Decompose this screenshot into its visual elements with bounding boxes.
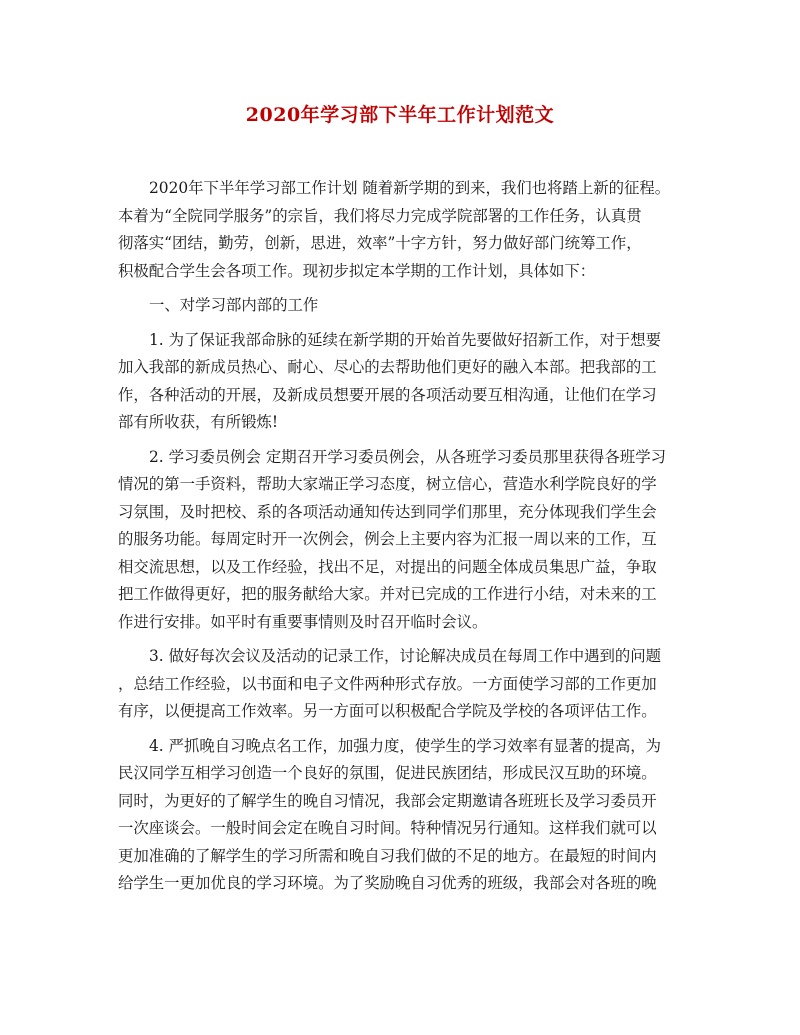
text-line: 同时，为更好的了解学生的晚自习情况，我部会定期邀请各班班长及学习委员开	[118, 791, 657, 810]
document-title: 2020年学习部下半年工作计划范文	[245, 104, 555, 126]
text-line: 1. 为了保证我部命脉的延续在新学期的开始首先要做好招新工作，对于想要	[149, 330, 662, 349]
text-line: 加入我部的新成员热心、耐心、尽心的去帮助他们更好的融入本部。把我部的工	[118, 358, 657, 376]
text-line: 3. 做好每次会议及活动的记录工作，讨论解决成员在每周工作中遇到的问题	[149, 647, 662, 665]
text-line: 2. 学习委员例会 定期召开学习委员例会，从各班学习委员那里获得各班学习	[149, 447, 666, 466]
document-body	[118, 175, 686, 905]
text-line: 更加准确的了解学生的学习所需和晚自习我们做的不足的地方。在最短的时间内	[118, 846, 657, 865]
text-line: 作进行安排。如平时有重要事情则及时召开临时会议。	[118, 612, 488, 631]
paragraph	[118, 733, 686, 898]
paragraph	[118, 175, 686, 285]
text-line: 民汉同学互相学习创造一个良好的氛围，促进民族团结，形成民汉互助的环境。	[118, 764, 657, 782]
text-line: ，总结工作经验，以书面和电子文件两种形式存放。一方面使学习部的工作更加	[118, 674, 657, 693]
paragraph	[118, 643, 686, 726]
text-line: 部有所收获，有所锻炼!	[118, 413, 279, 431]
text-line: 2020年下半年学习部工作计划 随着新学期的到来，我们也将踏上新的征程。	[149, 179, 671, 197]
text-line: 4. 严抓晚自习晚点名工作，加强力度，使学生的学习效率有显著的提高，为	[149, 736, 662, 755]
paragraph	[118, 292, 686, 320]
paragraph	[118, 327, 686, 437]
text-line: 本着为“全院同学服务”的宗旨，我们将尽力完成学院部署的工作任务，认真贯	[118, 206, 642, 225]
text-line: 的服务功能。每周定时开一次例会，例会上主要内容为汇报一周以来的工作，互	[118, 530, 657, 548]
text-line: 彻落实“团结，勤劳，创新，思进，效率”十字方针，努力做好部门统筹工作，	[118, 234, 642, 252]
text-line: 积极配合学生会各项工作。现初步拟定本学期的工作计划，具体如下：	[118, 261, 596, 280]
text-line: 相交流思想，以及工作经验，找出不足，对提出的问题全体成员集思广益，争取	[118, 557, 657, 576]
text-line: 一、对学习部内部的工作	[149, 296, 319, 314]
text-line: 习氛围，及时把校、系的各项活动通知传达到同学们那里，充分体现我们学生会	[118, 502, 657, 521]
text-line: 有序，以便提高工作效率。另一方面可以积极配合学院及学校的各项评估工作。	[118, 702, 657, 720]
paragraph	[118, 444, 686, 637]
text-line: 给学生一更加优良的学习环境。为了奖励晚自习优秀的班级，我部会对各班的晚	[118, 874, 657, 892]
text-line: 作，各种活动的开展，及新成员想要开展的各项活动要互相沟通，让他们在学习	[118, 385, 657, 404]
text-line: 情况的第一手资料，帮助大家端正学习态度，树立信心，营造水利学院良好的学	[118, 475, 657, 493]
text-line: 把工作做得更好，把的服务献给大家。并对已完成的工作进行小结，对未来的工	[118, 585, 657, 603]
text-line: 一次座谈会。一般时间会定在晚自习时间。特种情况另行通知。这样我们就可以	[118, 819, 657, 837]
